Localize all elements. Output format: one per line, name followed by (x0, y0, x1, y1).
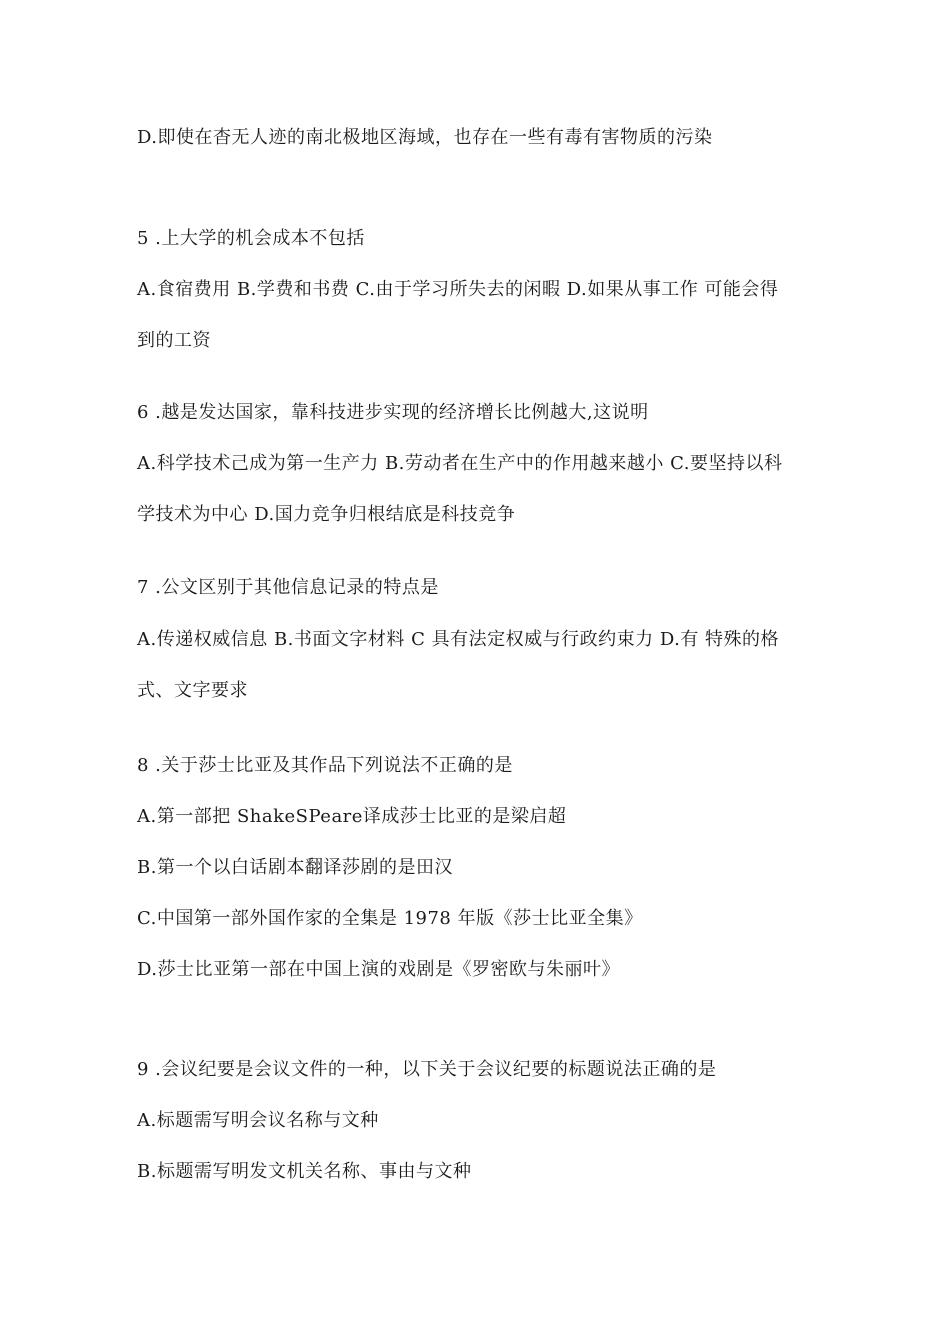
q8-question: 8 .关于莎士比亚及其作品下列说法不正确的是 (137, 755, 513, 776)
q8-option-a: A.第一部把 ShakeSPeare译成莎士比亚的是梁启超 (137, 806, 567, 827)
q7-options-cont: 式、文字要求 (137, 680, 248, 701)
q6-question: 6 .越是发达国家，靠科技进步实现的经济增长比例越大,这说明 (137, 402, 649, 423)
q8-option-b: B.第一个以白话剧本翻译莎剧的是田汉 (137, 857, 453, 878)
q8-option-c: C.中国第一部外国作家的全集是 1978 年版《莎士比亚全集》 (137, 908, 643, 929)
q5-question: 5 .上大学的机会成本不包括 (137, 228, 365, 249)
q9-option-a: A.标题需写明会议名称与文种 (137, 1110, 379, 1131)
q4-option-d: D.即使在杳无人迹的南北极地区海域，也存在一些有毒有害物质的污染 (137, 127, 713, 148)
q6-options-cont: 学技术为中心 D.国力竞争归根结底是科技竞争 (137, 504, 516, 525)
q7-options: A.传递权威信息 B.书面文字材料 C 具有法定权威与行政约束力 D.有 特殊的格 (137, 629, 780, 650)
q5-options: A.食宿费用 B.学费和书费 C.由于学习所失去的闲暇 D.如果从事工作 可能会得 (137, 279, 779, 300)
q6-options: A.科学技术己成为第一生产力 B.劳动者在生产中的作用越来越小 C.要坚持以科 (137, 453, 783, 474)
q7-question: 7 .公文区别于其他信息记录的特点是 (137, 577, 439, 598)
q5-options-cont: 到的工资 (137, 330, 211, 351)
q9-question: 9 .会议纪要是会议文件的一种，以下关于会议纪要的标题说法正确的是 (137, 1059, 717, 1080)
q8-option-d: D.莎士比亚第一部在中国上演的戏剧是《罗密欧与朱丽叶》 (137, 959, 621, 980)
q9-option-b: B.标题需写明发文机关名称、事由与文种 (137, 1161, 472, 1182)
